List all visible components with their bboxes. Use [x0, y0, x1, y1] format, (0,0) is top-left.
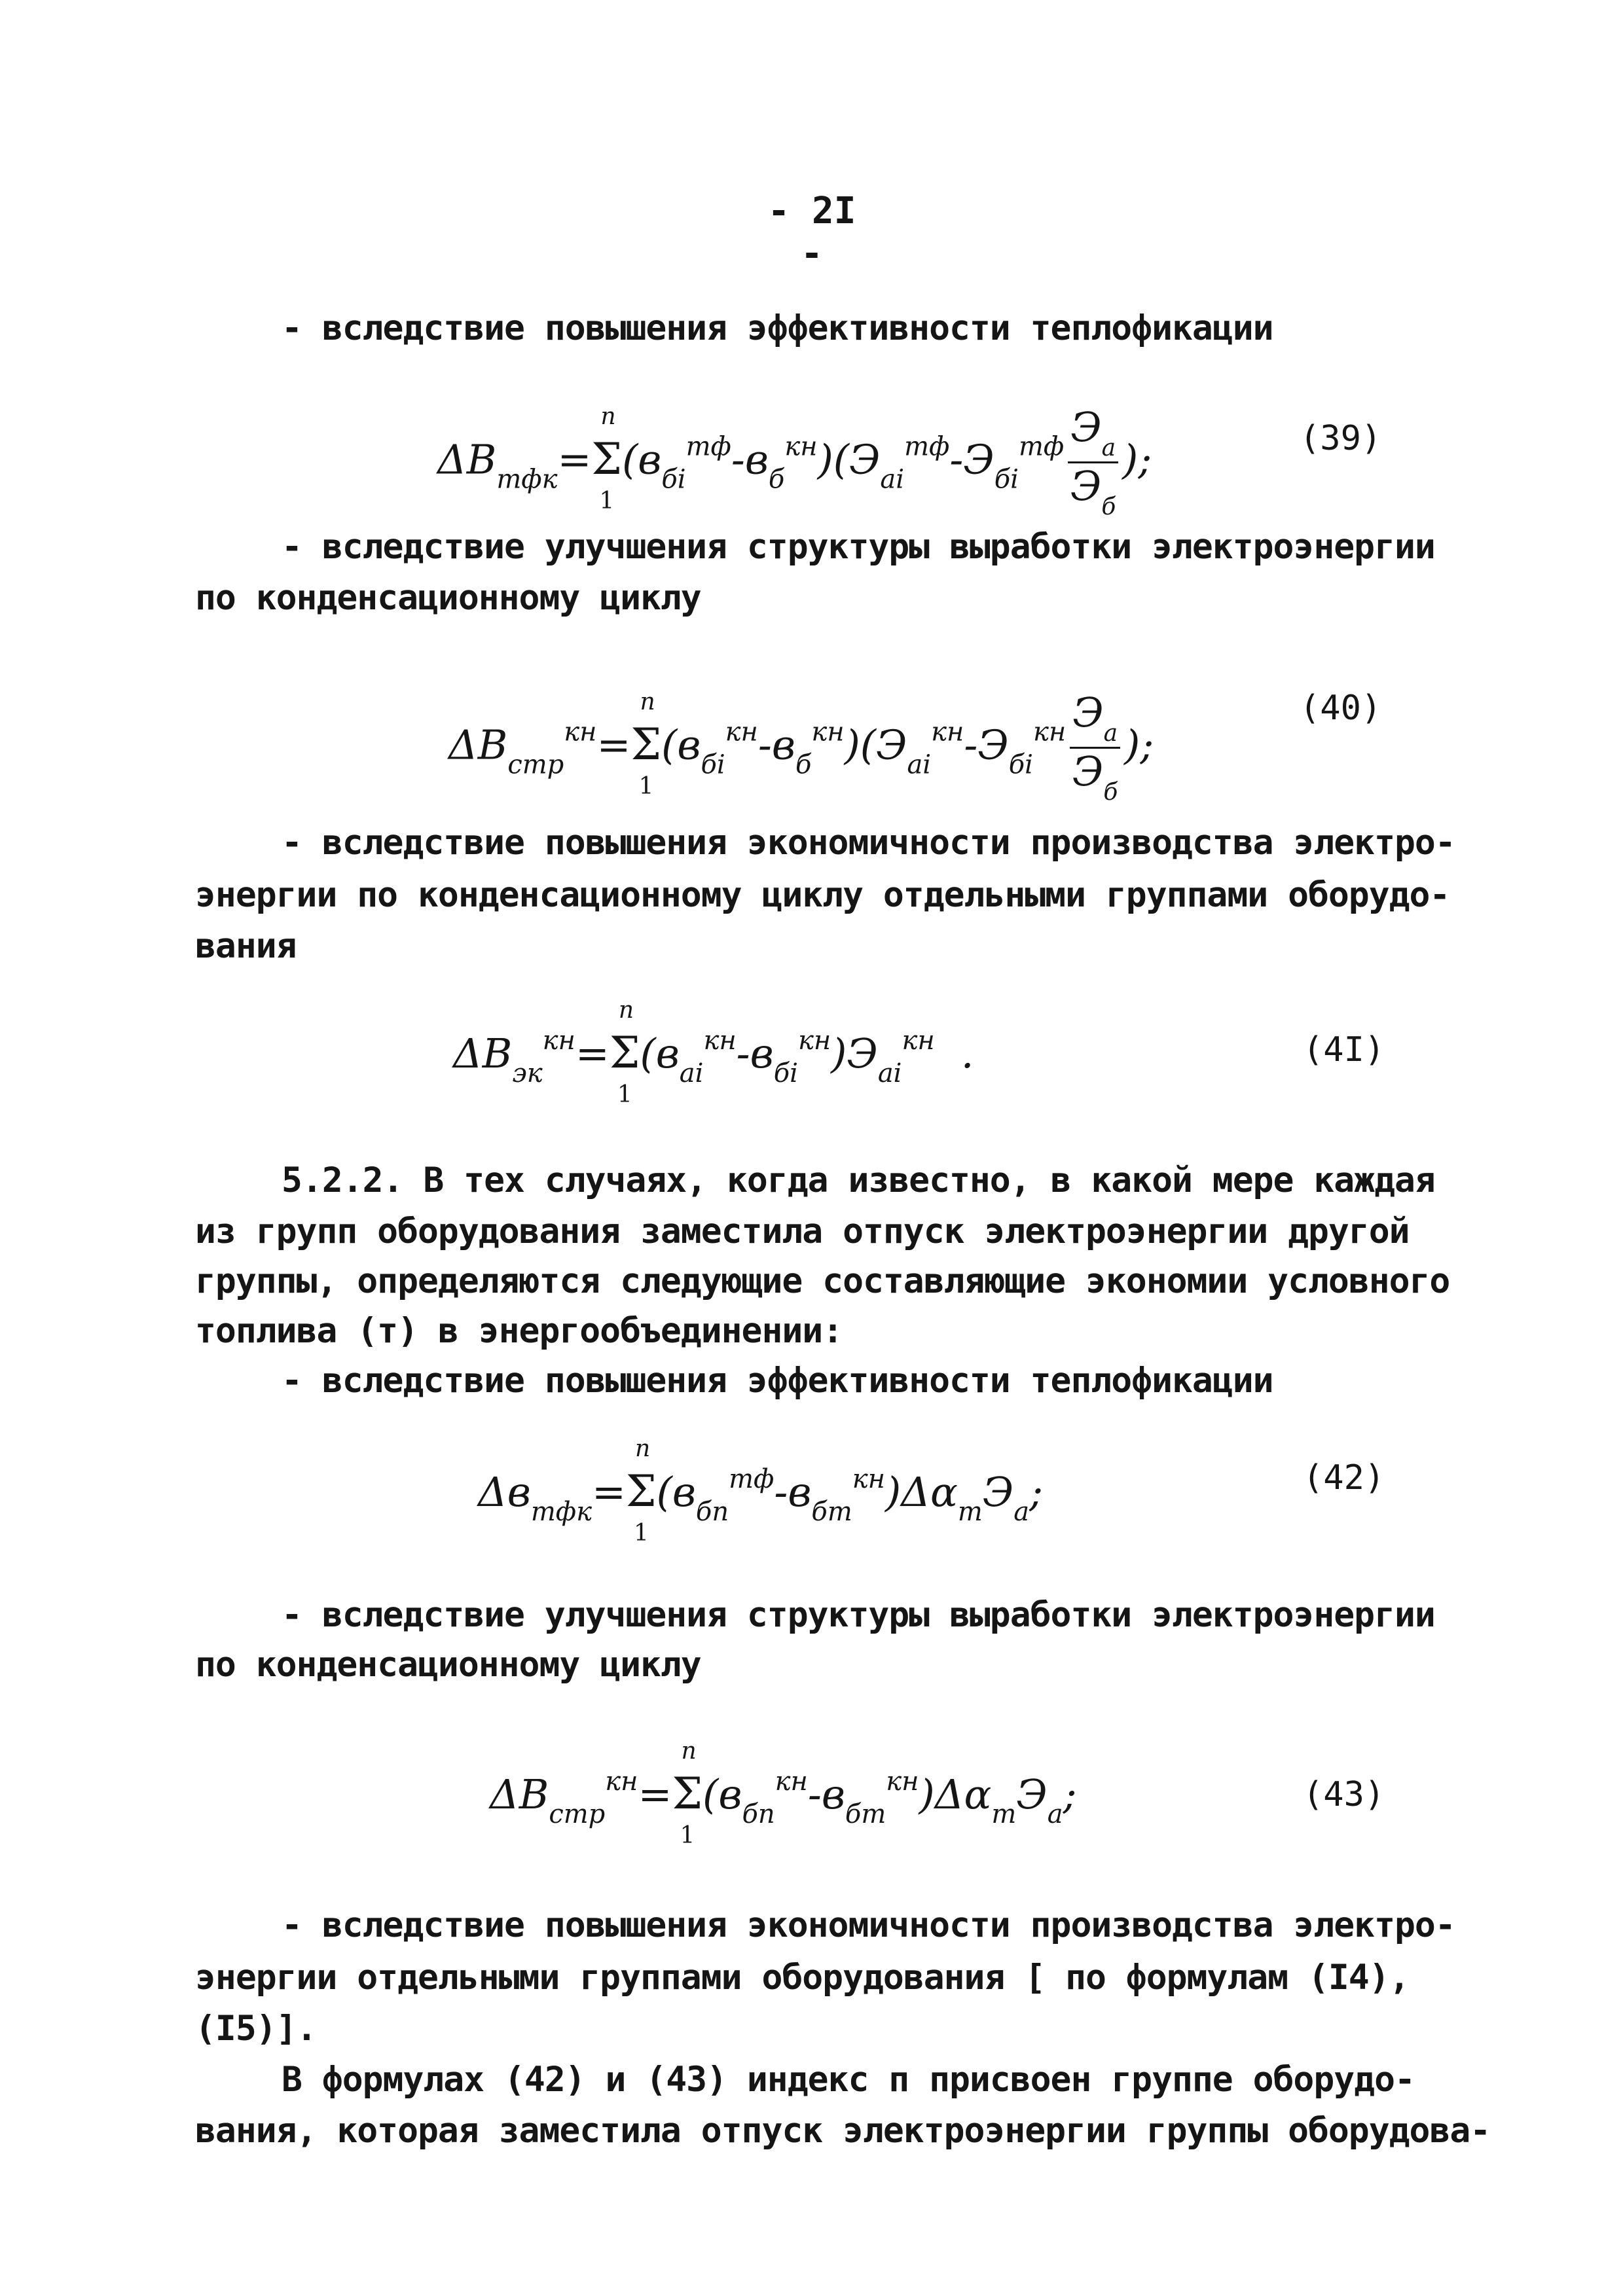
text-line: из групп оборудования заместила отпуск электроэнергии другой [195, 1211, 1410, 1251]
text-line: вания, которая заместила отпуск электроэнергии группы оборудова- [195, 2111, 1491, 2151]
page-number: - 2I - [767, 190, 856, 275]
text-line: по конденсационному циклу [195, 578, 701, 618]
fraction: $\frac{Э_а}{Э_б}$ [1068, 407, 1118, 519]
sum-sign: Σ п 1 [672, 1738, 703, 1849]
text-line: - вследствие повышения эффективности теплофикации [282, 1361, 1273, 1401]
sum-sign: Σ п 1 [609, 997, 640, 1108]
text-line: 5.2.2. В тех случаях, когда известно, в какой мере каждая [282, 1160, 1435, 1200]
equation-40: $\Delta B_{стр}^{кн}=\Sigma$ п 1 $(в_{бi}^{кн}-в_б^{кн})(Э_{ai}^{кн}-Э_{бi}^{кн}$ $\frac{Э_а}{Э_б}$ ); [448, 688, 1154, 806]
text-line: вания [195, 926, 297, 966]
equation-number: (42) [1303, 1458, 1385, 1498]
text-line: - вследствие повышения экономичности производства электро- [282, 823, 1455, 863]
text-line: энергии отдельными группами оборудования [ по формулам (I4), [195, 1958, 1410, 1998]
equation-43: $\Delta B_{стр}^{кн}=\Sigma$ п 1 $(в_{бп}^{кн}-в_{бm}^{кн})\Delta\alpha_mЭ_а$; [490, 1738, 1077, 1849]
sum-sign: Σ п 1 [625, 1435, 657, 1547]
eq-subscript: тфк [496, 464, 558, 495]
text-line: - вследствие повышения эффективности теплофикации [282, 308, 1273, 348]
equation-number: (40) [1300, 689, 1382, 728]
equation-41: $\Delta B_{эк}^{кн}=\Sigma$ п 1 $(в_{ai}^{кн}-в_{бi}^{кн})Э_{ai}^{кн}$ . [453, 997, 974, 1108]
text-line: по конденсационному циклу [195, 1645, 701, 1685]
eq-equals: = [557, 435, 592, 484]
text-line: (I5)]. [195, 2009, 317, 2049]
text-line: группы, определяются следующие составляющие экономии условного [195, 1261, 1450, 1301]
sum-sign: Σ п 1 [630, 688, 662, 800]
equation-number: (39) [1300, 419, 1382, 458]
equation-39: $\Delta B_{тфк}=\Sigma$ п 1 $(в_{бi}^{тф}-в_б^{кн})(Э_{ai}^{тф}-Э_{бi}^{тф}$ $\frac{Э_а}{Э_б}$ ); [437, 403, 1152, 520]
text-line: - вследствие улучшения структуры выработки электроэнергии [282, 1595, 1435, 1635]
equation-number: (4I) [1303, 1030, 1385, 1069]
text-line: топлива (т) в энергообъединении: [195, 1311, 843, 1351]
eq-delta: Δ [437, 435, 467, 484]
text-line: В формулах (42) и (43) индекс п присвоен группе оборудо- [282, 2060, 1415, 2100]
equation-number: (43) [1303, 1775, 1385, 1814]
fraction: $\frac{Э_а}{Э_б}$ [1070, 692, 1120, 804]
text-line: - вследствие улучшения структуры выработки электроэнергии [282, 527, 1435, 567]
text-line: - вследствие повышения экономичности производства электро- [282, 1905, 1455, 1945]
equation-42: $\Delta в_{тфк}=\Sigma$ п 1 $(в_{бп}^{тф}-в_{бm}^{кн})\Delta\alpha_mЭ_а$; [478, 1435, 1043, 1547]
text-line: энергии по конденсационному циклу отдельными группами оборудо- [195, 875, 1450, 915]
eq-symbol: B [466, 435, 497, 484]
sum-sign: Σ п 1 [591, 403, 623, 514]
